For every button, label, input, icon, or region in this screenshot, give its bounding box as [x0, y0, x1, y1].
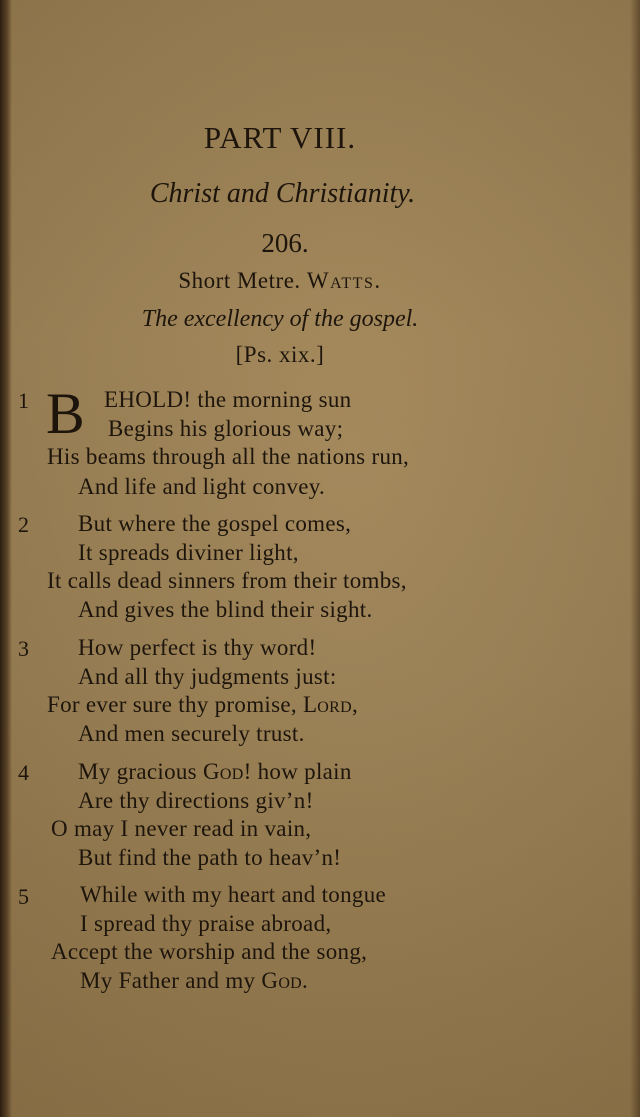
verse-line: And all thy judgments just:: [78, 664, 337, 689]
verse-line: How perfect is thy word!: [78, 635, 317, 660]
drop-cap: B: [46, 381, 85, 446]
hymn-number: 206.: [261, 228, 309, 258]
divine-name: Lord: [302, 692, 352, 717]
stanza-number: 3: [18, 636, 29, 661]
verse-line: Accept the worship and the song,: [51, 939, 368, 964]
verse-text: My gracious: [78, 759, 203, 784]
author: Watts.: [306, 268, 382, 293]
binding-edge: [0, 0, 12, 1117]
verse-text: My Father and my: [80, 968, 262, 993]
verse-line: While with my heart and tongue: [80, 882, 387, 907]
verse-line: EHOLD! the morning sun: [104, 387, 352, 412]
verse-line: [80, 968, 308, 994]
verse-punct: ,: [351, 692, 359, 717]
verse-line: O may I never read in vain,: [51, 816, 312, 841]
page-edge-shadow: [630, 0, 640, 1117]
stanza-number: 2: [18, 512, 29, 537]
part-title: PART VIII.: [203, 120, 357, 155]
verse-line: I spread thy praise abroad,: [80, 911, 332, 936]
divine-name: God: [202, 759, 244, 784]
verse-line: [47, 692, 358, 718]
verse-line: And gives the blind their sight.: [78, 597, 373, 622]
scripture-reference: [Ps. xix.]: [235, 342, 325, 367]
verse-line: [78, 759, 352, 785]
section-subject: Christ and Christianity.: [149, 178, 416, 209]
stanza-number: 4: [18, 760, 29, 785]
hymn-theme: The excellency of the gospel.: [141, 306, 419, 332]
verse-line: And men securely trust.: [78, 721, 305, 746]
verse-line: Are thy directions giv’n!: [78, 788, 314, 813]
verse-line: It spreads diviner light,: [78, 540, 299, 565]
stanza-number: 1: [18, 388, 29, 413]
verse-line: And life and light convey.: [78, 474, 326, 499]
stanza-number: 5: [18, 884, 29, 909]
verse-line: But find the path to heav’n!: [78, 845, 342, 870]
divine-name: God: [261, 968, 303, 993]
verse-text: For ever sure thy promise,: [47, 692, 303, 717]
verse-line: Begins his glorious way;: [108, 416, 344, 441]
meter-line: [0, 268, 560, 294]
verse-punct: .: [302, 968, 309, 993]
verse-text: ! how plain: [243, 759, 352, 784]
verse-line: But where the gospel comes,: [78, 511, 352, 536]
meter: Short Metre.: [178, 268, 301, 293]
verse-line: His beams through all the nations run,: [47, 444, 410, 469]
verse-line: It calls dead sinners from their tombs,: [47, 568, 407, 593]
